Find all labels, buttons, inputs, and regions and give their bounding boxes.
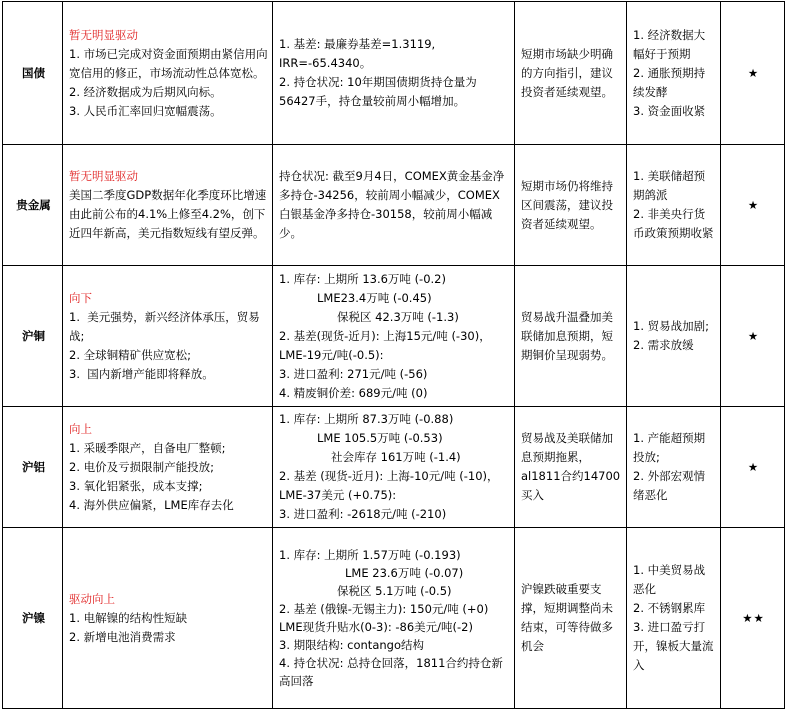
- logic-cell: [63, 528, 273, 709]
- risk-line: 1. 产能超预期投放;: [633, 431, 706, 464]
- strategy-cell: 短期市场仍将维持区间震荡，建议投资者延续观望。: [515, 145, 627, 266]
- data-line: 保税区 42.3万吨 (-1.3): [337, 309, 459, 324]
- logic-line: 2. 经济数据成为后期风向标。: [69, 84, 222, 99]
- product-name: 沪铝: [3, 407, 63, 528]
- logic-cell: [63, 2, 273, 145]
- data-cell: [273, 407, 515, 528]
- data-line: 持仓状况: 截至9月4日，COMEX黄金基金净多持仓-34256，较前周小幅减少，COMEX白银基金净多持仓-30158，较前周小幅减少。: [279, 169, 505, 240]
- drive-label: 向上: [69, 421, 92, 436]
- product-name: 沪镍: [3, 528, 63, 709]
- data-line: LME23.4万吨 (-0.45): [317, 290, 432, 305]
- product-name: 沪铜: [3, 266, 63, 407]
- data-line: LME 105.5万吨 (-0.53): [317, 431, 443, 445]
- risk-line: 2. 外部宏观情绪恶化: [633, 469, 706, 502]
- product-name: 国债: [3, 2, 63, 145]
- product-name: 贵金属: [3, 145, 63, 266]
- risk-cell: [627, 2, 721, 145]
- strategy-cell: 贸易战及美联储加息预期拖累，al1811合约14700买入: [515, 407, 627, 528]
- drive-label: 暂无明显驱动: [69, 169, 138, 183]
- strategy-cell: 沪镍跌破重要支撑，短期调整尚未结束，可等待做多机会: [515, 528, 627, 709]
- logic-line: 4. 海外供应偏紧，LME库存去化: [69, 497, 234, 512]
- risk-line: 3. 资金面收紧: [633, 103, 706, 118]
- rating-stars: ★: [721, 266, 785, 407]
- risk-cell: [627, 407, 721, 528]
- logic-line: 2. 新增电池消费需求: [69, 629, 176, 644]
- rating-stars: ★★: [721, 528, 785, 709]
- table-row-aluminum: [3, 407, 785, 528]
- data-line: 3. 期限结构: contango结构: [279, 638, 424, 652]
- data-line: 社会库存 161万吨 (-1.4): [331, 450, 461, 464]
- data-line: 保税区 5.1万吨 (-0.5): [337, 584, 452, 598]
- data-cell: [273, 145, 515, 266]
- risk-line: 1. 经济数据大幅好于预期: [633, 27, 706, 61]
- logic-line: 1. 采暖季限产，自备电厂整顿;: [69, 440, 226, 455]
- drive-label: 驱动向上: [69, 591, 115, 606]
- logic-line: 3. 氧化铝紧张，成本支撑;: [69, 478, 203, 493]
- data-line: 1. 库存: 上期所 1.57万吨 (-0.193): [279, 548, 461, 562]
- risk-line: 2. 通胀预期持续发酵: [633, 65, 706, 99]
- risk-cell: [627, 528, 721, 709]
- rating-stars: ★: [721, 145, 785, 266]
- logic-line: 2. 电价及亏损限制产能投放;: [69, 459, 215, 474]
- risk-line: 3. 进口盈亏打开，镍板大量流入: [633, 620, 714, 672]
- data-line: 2. 基差(现货-近月): 上海15元/吨 (-30)，LME-19元/吨(-0.5):: [279, 328, 491, 362]
- strategy-cell: 短期市场缺少明确的方向指引，建议投资者延续观望。: [515, 2, 627, 145]
- drive-label: 暂无明显驱动: [69, 27, 138, 42]
- data-line: 1. 库存: 上期所 87.3万吨 (-0.88): [279, 412, 454, 426]
- logic-line: 1. 市场已完成对资金面预期由紧信用向宽信用的修正，市场流动性总体宽松。: [69, 46, 268, 80]
- risk-cell: [627, 145, 721, 266]
- logic-line: 美国二季度GDP数据年化季度环比增速由此前公布的4.1%上修至4.2%，创下近四年新高，美元指数短线有望反弹。: [69, 188, 267, 240]
- data-line: 3. 进口盈利: -2618元/吨 (-210): [279, 507, 447, 521]
- rating-stars: ★: [721, 407, 785, 528]
- drive-label: 向下: [69, 290, 92, 305]
- data-cell: [273, 2, 515, 145]
- logic-line: 3. 人民币汇率回归宽幅震荡。: [69, 103, 222, 118]
- logic-line: 3. 国内新增产能即将释放。: [69, 366, 214, 381]
- table-row-treasury: [3, 2, 785, 145]
- data-line: 1. 基差: 最廉券基差=1.3119, IRR=-65.4340。: [279, 37, 439, 70]
- risk-line: 1. 美联储超预期鸽派: [633, 169, 706, 202]
- data-line: LME 23.6万吨 (-0.07): [345, 566, 464, 580]
- logic-line: 1. 电解镍的结构性短缺: [69, 610, 188, 625]
- risk-line: 1. 中美贸易战恶化: [633, 563, 706, 596]
- logic-cell: [63, 407, 273, 528]
- strategy-cell: 贸易战升温叠加美联储加息预期，短期铜价呈现弱势。: [515, 266, 627, 407]
- table-row-nickel: [3, 528, 785, 709]
- table-row-precious-metals: [3, 145, 785, 266]
- data-line: 3. 进口盈利: 271元/吨 (-56): [279, 366, 428, 381]
- logic-line: 2. 全球铜精矿供应宽松;: [69, 347, 192, 362]
- risk-line: 2. 非美央行货币政策预期收紧: [633, 207, 714, 240]
- logic-cell: [63, 145, 273, 266]
- logic-line: 1. 美元强势，新兴经济体承压，贸易战;: [69, 309, 260, 343]
- risk-line: 2. 不锈钢累库: [633, 601, 706, 615]
- logic-cell: [63, 266, 273, 407]
- risk-line: 2. 需求放缓: [633, 338, 694, 352]
- data-cell: [273, 528, 515, 709]
- data-line: 4. 持仓状况: 总持仓回落，1811合约持仓新高回落: [279, 656, 503, 688]
- table-row-copper: [3, 266, 785, 407]
- data-line: LME现货升贴水(0-3): -86美元/吨(-2): [279, 620, 473, 634]
- data-line: 1. 库存: 上期所 13.6万吨 (-0.2): [279, 271, 446, 286]
- risk-line: 1. 贸易战加剧;: [633, 319, 710, 333]
- commodity-strategy-table: [2, 1, 785, 709]
- rating-stars: ★: [721, 2, 785, 145]
- data-line: 2. 基差 (现货-近月): 上海-10元/吨 (-10)，LME-37美元 (+0.75):: [279, 469, 499, 502]
- data-line: 4. 精废铜价差: 689元/吨 (0): [279, 385, 428, 400]
- data-line: 2. 持仓状况: 10年期国债期货持仓量为56427手，持仓量较前周小幅增加。: [279, 75, 477, 108]
- data-cell: [273, 266, 515, 407]
- risk-cell: [627, 266, 721, 407]
- data-line: 2. 基差 (俄镍-无锡主力): 150元/吨 (+0): [279, 602, 489, 616]
